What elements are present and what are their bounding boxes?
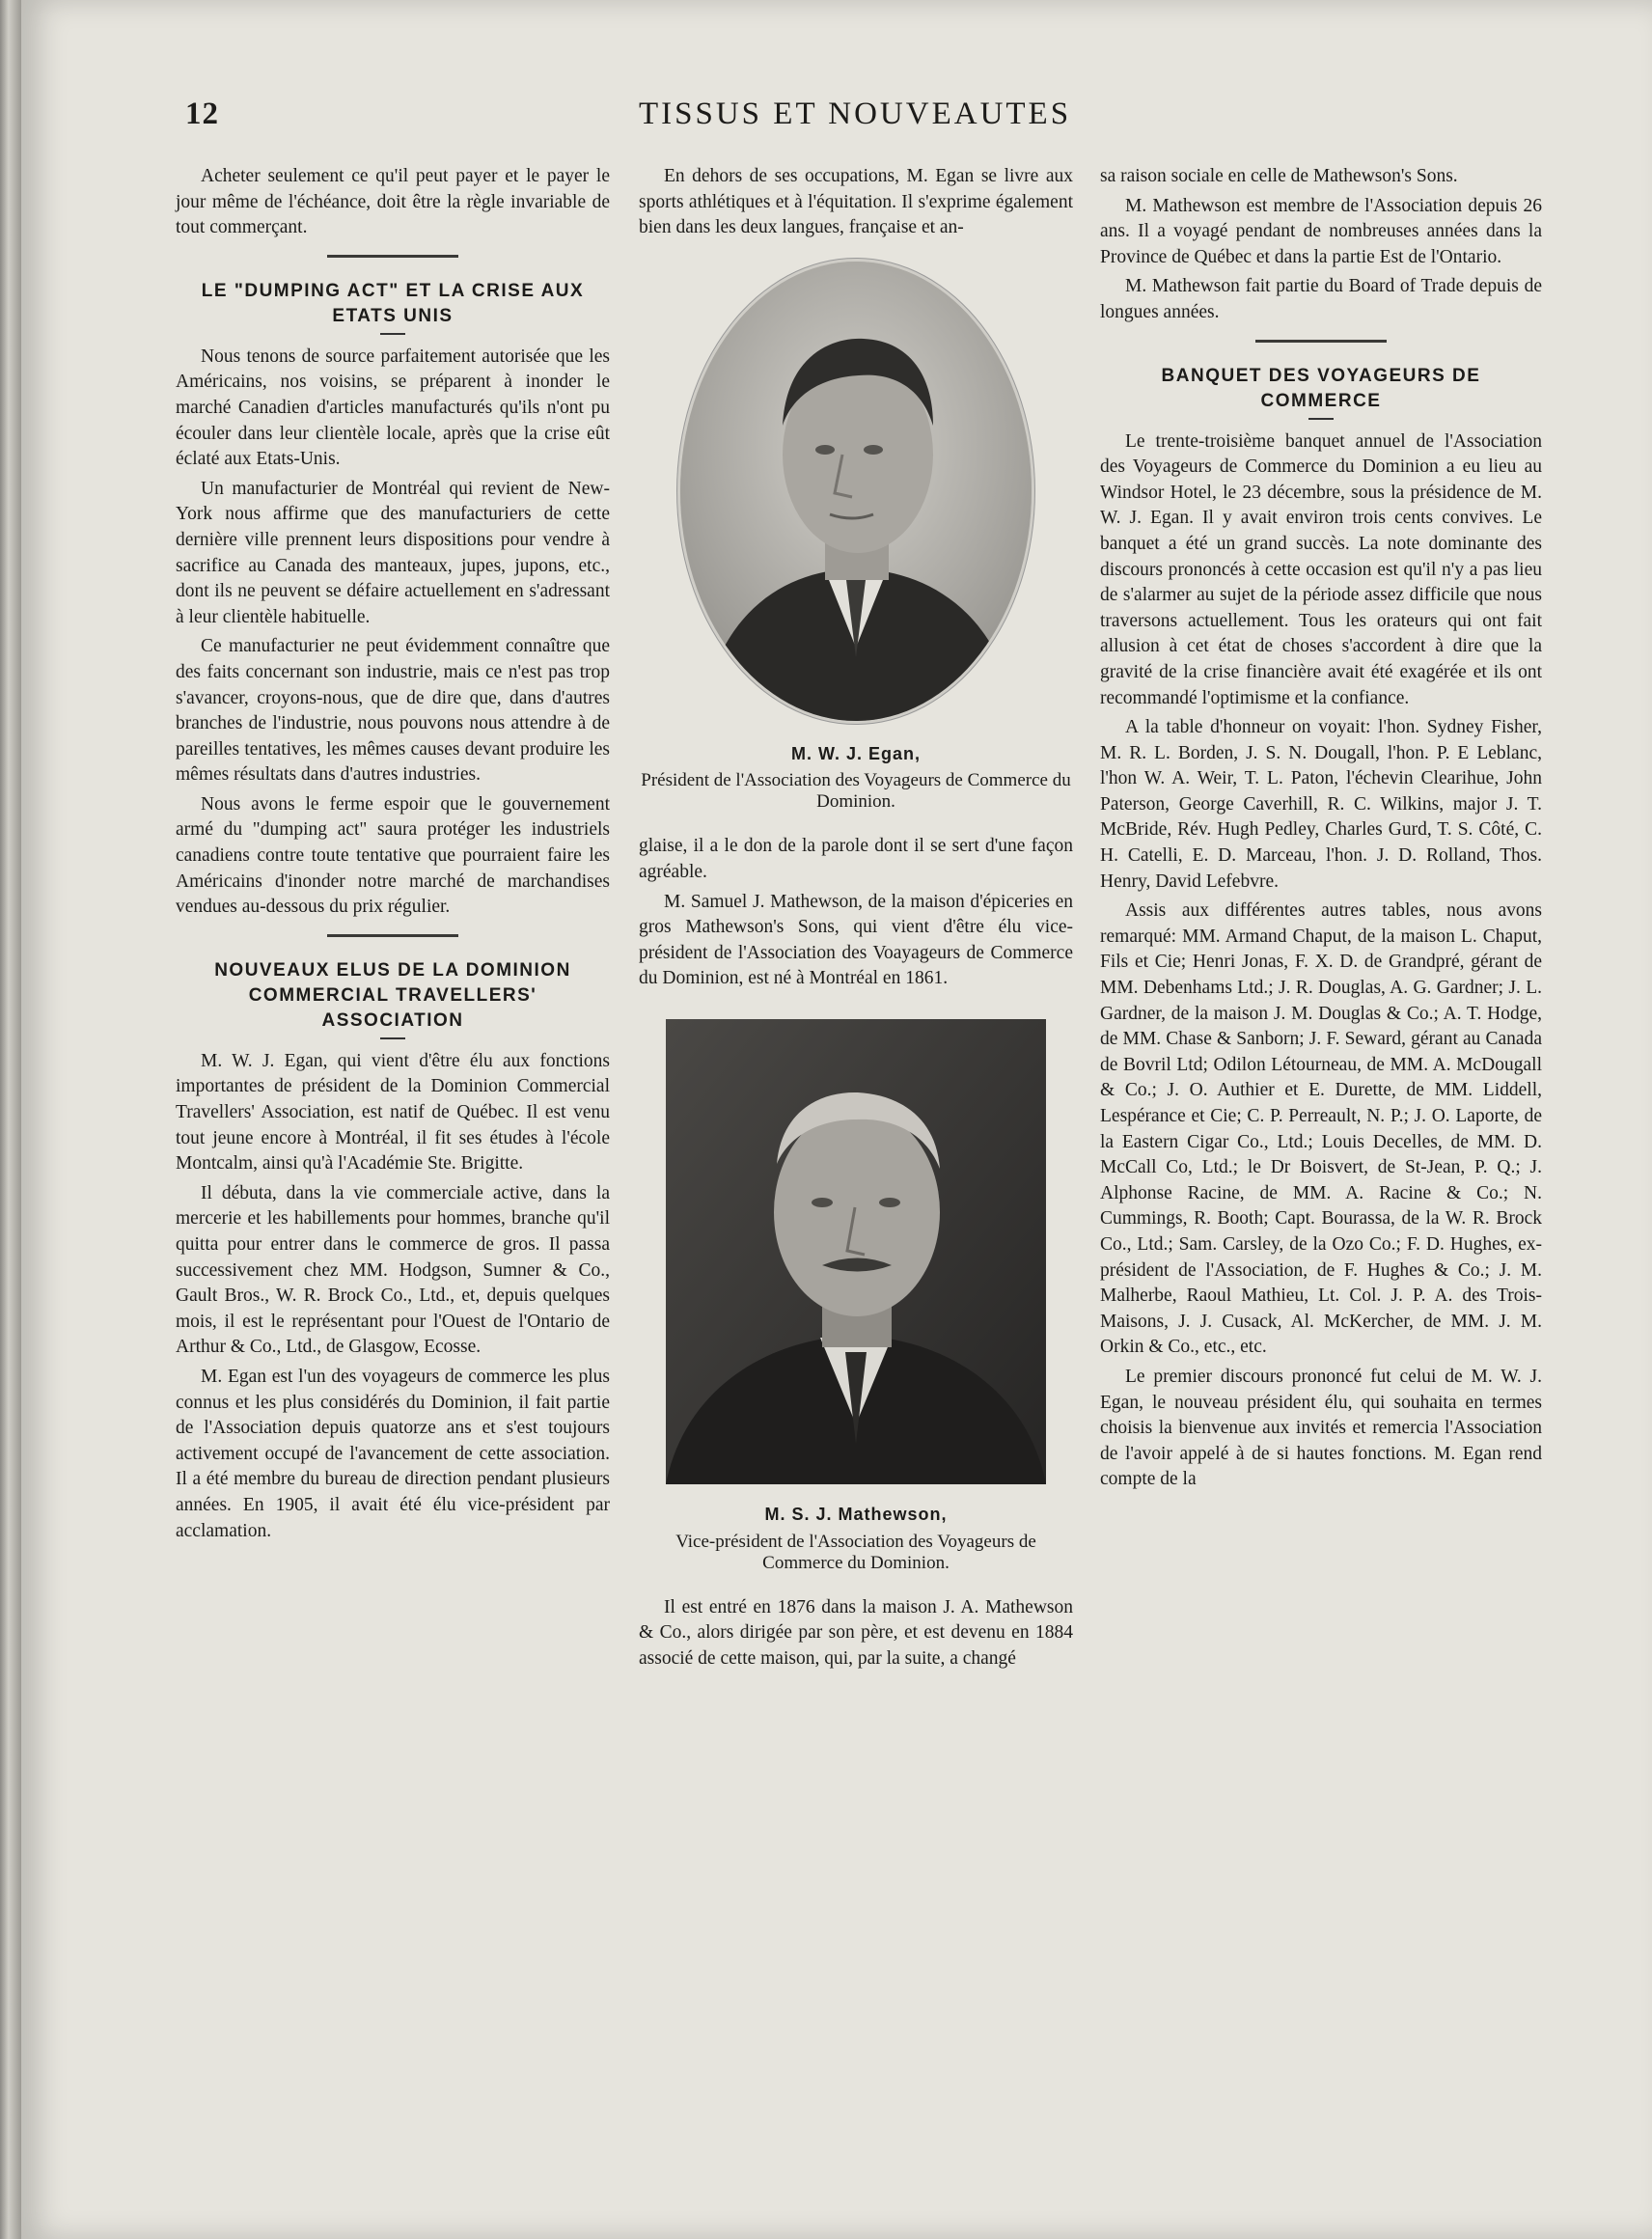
- paragraph: M. Egan est l'un des voyageurs de commerce les plus connus et les plus considérés du Dominion, il fait partie de l'Association depuis quatorze ans et s'est toujours activement occupé de l'avancement de cette association. Il a été membre du bureau de direction pendant plusieurs années. En 1905, il avait été élu vice-président par acclamation.: [176, 1366, 610, 1541]
- magazine-page: [21, 0, 1652, 2239]
- paragraph: glaise, il a le don de la parole dont il se sert d'une façon agréable.: [639, 836, 1073, 882]
- paragraph: sa raison sociale en celle de Mathewson's Sons.: [1100, 166, 1458, 186]
- intro-paragraph: Acheter seulement ce qu'il peut payer et le payer le jour même de l'échéance, doit être la règle invariable de tout commerçant.: [176, 166, 610, 238]
- heading-rule: [380, 1037, 405, 1039]
- heading-rule: [380, 333, 405, 335]
- paragraph: Nous avons le ferme espoir que le gouvernement armé du "dumping act" saura protéger les industriels canadiens contre toute tentative que pourraient faire les Américains d'inonder notre marché de marchandises vendues au-dessous du prix régulier.: [176, 793, 610, 918]
- photo-caption-name-egan: M. W. J. Egan,: [790, 743, 921, 763]
- article-heading-nouveaux-elus: NOUVEAUX ELUS DE LA DOMINION COMMERCIAL TRAVELLERS' ASSOCIATION: [214, 959, 571, 1031]
- photo-caption-text-egan: Président de l'Association des Voyageurs de Commerce du Dominion.: [641, 770, 1071, 813]
- paragraph: Il débuta, dans la vie commerciale active, dans la mercerie et les habillements pour hommes, branche qu'il quitta pour entrer dans le commerce de gros. Il passa successivement chez MM. Hodgson, Sumner & Co., Gault Bros., W. R. Brock Co., Ltd., et, depuis quelques mois, il est le représentant pour l'Ouest de l'Ontario de Arthur & Co., Ltd., de Glasgow, Ecosse.: [176, 1182, 610, 1358]
- heading-rule: [1308, 418, 1334, 420]
- article-heading-banquet: BANQUET DES VOYAGEURS DE COMMERCE: [1161, 365, 1481, 411]
- portrait-photo-mathewson: [666, 1019, 1046, 1484]
- paragraph: Le trente-troisième banquet annuel de l'Association des Voyageurs de Commerce du Dominion a eu lieu au Windsor Hotel, le 23 décembre, sous la présidence de M. W. J. Egan. Il y avait environ trois cents convives. Le banquet a été un grand succès. La note dominante des discours prononcés à cette occasion est qu'il n'y a pas lieu de s'alarmer au sujet de la période assez difficile que nous traversons actuellement. Tous les orateurs qui ont fait allusion à cet état de choses s'accordent à dire que la gravité de la crise financière avait été exagérée et ils ont recommandé l'optimisme et la confiance.: [1100, 430, 1542, 708]
- column-left: [176, 164, 610, 1548]
- page-header: [21, 97, 1652, 154]
- page-edge: [0, 0, 21, 2239]
- paragraph: Un manufacturier de Montréal qui revient de New-York nous affirme que des manufacturiers de cette dernière ville prennent leurs dispositions pour vendre à sacrifice au Canada des manteaux, jupes, jupons, etc., dont ils ne peuvent se défaire actuellement en s'adressant à leur clientèle habituelle.: [176, 478, 610, 627]
- paragraph: Il est entré en 1876 dans la maison J. A. Mathewson & Co., alors dirigée par son père, et est devenu en 1884 associé de cette maison, qui, par la suite, a changé: [639, 1596, 1073, 1669]
- article-heading-dumping-act: LE "DUMPING ACT" ET LA CRISE AUX ETATS UNIS: [201, 280, 585, 326]
- paragraph: Assis aux différentes autres tables, nous avons remarqué: MM. Armand Chaput, de la maison L. Chaput, Fils et Cie; Henri Jonas, F. X. D. de Grandpré, gérant de MM. Debenhams Ltd.; J. R. Douglas, A. G. Gardner; J. L. Gardner, de la maison J. M. Douglas & Co.; A. T. Hodge, de MM. Chase & Sanborn; J. F. Seward, gérant au Canada de Bovril Ltd; Odilon Létourneau, de MM. A. McDougall & Co.; J. O. Authier et E. Durette, de MM. Liddell, Lespérance et Cie; C. P. Perreault, N. P.; J. O. Laporte, de la Eastern Cigar Co., Ltd.; Louis Decelles, de MM. D. McCall Co, Ltd.; le Dr Boisvert, de St-Jean, P. Q.; J. Alphonse Racine, de MM. A. Racine & Co.; N. Cummings, R. Booth; Capt. Bourassa, de la W. R. Brock Co., Ltd.; Sam. Carsley, de la Ozo Co.; F. D. Hughes, ex-président de l'Association, de F. Hughes & Co.; J. M. Malherbe, Raoul Mathieu, Lt. Col. J. P. A. des Trois-Maisons, J. J. Cusack, Al. McKercher, de MM. J. M. Orkin & Co., etc., etc.: [1100, 900, 1542, 1358]
- paragraph: En dehors de ses occupations, M. Egan se livre aux sports athlétiques et à l'équitation. Il s'exprime également bien dans les deux langues, française et an-: [639, 166, 1073, 238]
- paragraph: Ce manufacturier ne peut évidemment connaître que des faits concernant son industrie, mais ce n'est pas trop s'avancer, croyons-nous, que de dire que, dans d'autres branches de l'industrie, nous pouvons nous attendre à de pareilles tentatives, les mêmes causes devant produire les mêmes résultats dans d'autres industries.: [176, 636, 610, 786]
- paragraph: M. Mathewson fait partie du Board of Trade depuis de longues années.: [1100, 276, 1542, 322]
- paragraph: M. Samuel J. Mathewson, de la maison d'épiceries en gros Mathewson's Sons, qui vient d'être élu vice-président de l'Association des Voayageurs de Commerce du Dominion, est né à Montréal en 1861.: [639, 891, 1073, 989]
- paragraph: M. W. J. Egan, qui vient d'être élu aux fonctions importantes de président de la Dominion Commercial Travellers' Association, est natif de Québec. Il est venu tout jeune encore à Montréal, il fit ses études à l'école Montcalm, ainsi qu'à l'Académie Ste. Brigitte.: [176, 1050, 610, 1175]
- photo-caption-name-mathewson: M. S. J. Mathewson,: [764, 1504, 948, 1524]
- separator-rule: [327, 255, 458, 258]
- portrait-photo-egan: [677, 259, 1034, 724]
- column-right: [1100, 164, 1542, 1497]
- paragraph: M. Mathewson est membre de l'Association depuis 26 ans. Il a voyagé pendant de nombreuses années dans la Province de Québec et dans la partie Est de l'Ontario.: [1100, 195, 1542, 267]
- journal-title: TISSUS ET NOUVEAUTES: [639, 97, 1072, 131]
- paragraph: A la table d'honneur on voyait: l'hon. Sydney Fisher, M. R. L. Borden, J. S. N. Dougall, l'hon. P. E Leblanc, l'hon W. A. Weir, T. L. Paton, l'échevin Clearihue, John Paterson, George Caverhill, R. C. Wilkins, major J. T. McBride, Rév. Hugh Pedley, Charles Gurd, T. S. Côté, C. H. Catelli, E. D. Marceau, l'hon. J. D. Rolland, Thos. Henry, David Lefebvre.: [1100, 717, 1542, 892]
- paragraph: Nous tenons de source parfaitement autorisée que les Américains, nos voisins, se préparent à inonder le marché Canadien d'articles manufacturés qu'ils n'ont pu écouler dans leur clientèle locale, après que la crise eût éclaté aux Etats-Unis.: [176, 346, 610, 470]
- photo-caption-text-mathewson: Vice-président de l'Association des Voyageurs de Commerce du Dominion.: [675, 1531, 1036, 1573]
- column-middle: [639, 164, 1073, 1675]
- separator-rule: [1255, 340, 1387, 343]
- separator-rule: [327, 934, 458, 937]
- page-number: 12: [185, 97, 219, 131]
- paragraph: Le premier discours prononcé fut celui de M. W. J. Egan, le nouveau président élu, qui souhaita en termes choisis la bienvenue aux invités et remercia l'Association de l'avoir appelé à de si hautes fonctions. M. Egan rend compte de la: [1100, 1366, 1542, 1490]
